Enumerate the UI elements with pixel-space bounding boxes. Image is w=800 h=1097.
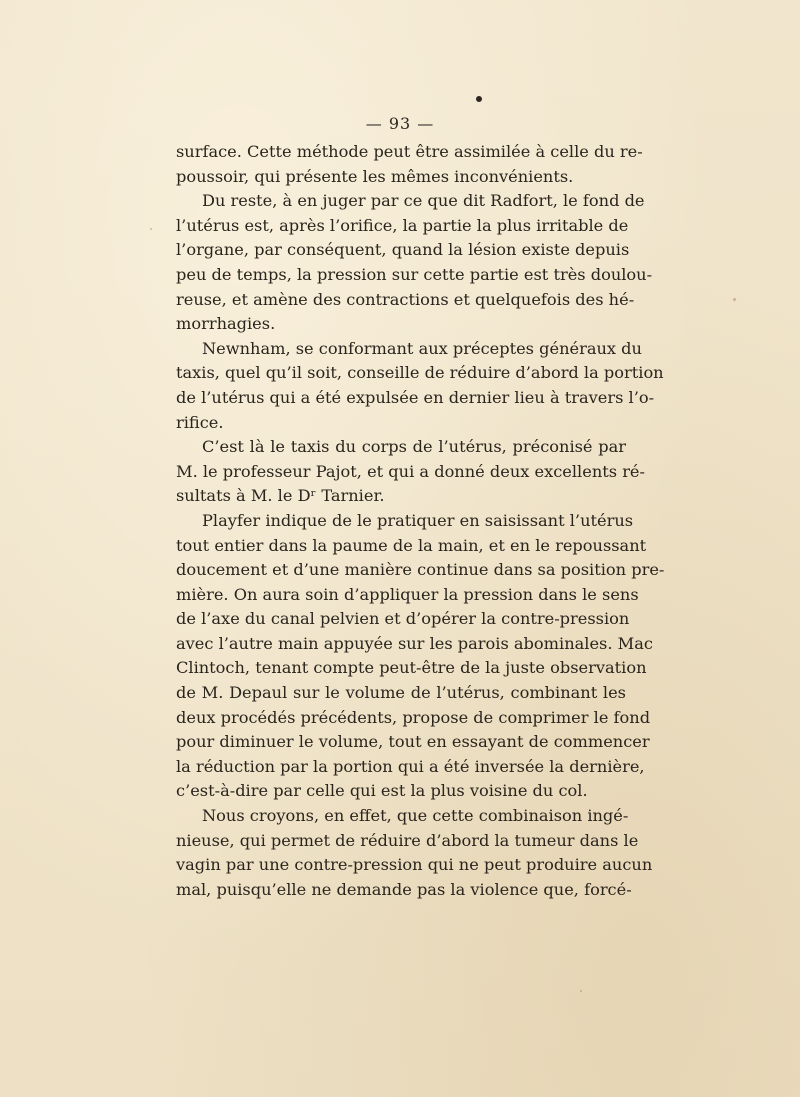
text-line: Clintoch, tenant compte peut-être de la juste observation xyxy=(176,658,647,678)
text-line: deux procédés précédents, propose de comprimer le fond xyxy=(176,707,651,727)
text-line: C’est là le taxis du corps de l’utérus, préconisé par xyxy=(202,437,626,457)
ink-dot xyxy=(476,96,482,102)
text-line: avec l’autre main appuyée sur les parois abominales. Mac xyxy=(176,633,653,653)
text-line: la réduction par la portion qui a été inversée la dernière, xyxy=(176,756,645,776)
text-line: surface. Cette méthode peut être assimilée à celle du re- xyxy=(176,142,643,161)
text-line: rifice. xyxy=(176,412,224,432)
text-line: mal, puisqu’elle ne demande pas la violence que, forcé- xyxy=(176,879,632,899)
text-line: nieuse, qui permet de réduire d’abord la tumeur dans le xyxy=(176,830,639,850)
page-number: — 93 — xyxy=(365,114,435,133)
text-line: pour diminuer le volume, tout en essayant de commencer xyxy=(176,732,650,752)
text-line: de l’axe du canal pelvien et d’opérer la contre-pression xyxy=(176,609,630,629)
text-line: de l’utérus qui a été expulsée en dernier lieu à travers l’o- xyxy=(176,387,655,407)
paper-speck xyxy=(733,298,736,301)
paper-speck xyxy=(580,990,582,992)
text-line: M. le professeur Pajot, et qui a donné deux excellents ré- xyxy=(176,461,645,481)
text-line: morrhagies. xyxy=(176,314,276,334)
text-line: peu de temps, la pression sur cette partie est très doulou- xyxy=(176,264,653,284)
text-line: vagin par une contre-pression qui ne peut produire aucun xyxy=(176,855,653,875)
text-line: Newnham, se conformant aux préceptes généraux du xyxy=(202,338,642,358)
text-line: l’utérus est, après l’orifice, la partie la plus irritable de xyxy=(176,215,629,235)
text-line: reuse, et amène des contractions et quelquefois des hé- xyxy=(176,289,635,309)
text-line: Playfer indique de le pratiquer en saisissant l’utérus xyxy=(202,510,634,530)
paper-speck xyxy=(150,228,152,230)
text-line: taxis, quel qu’il soit, conseille de réduire d’abord la portion xyxy=(176,363,664,383)
text-line: Du reste, à en juger par ce que dit Radfort, le fond de xyxy=(202,191,645,211)
text-line: doucement et d’une manière continue dans sa position pre- xyxy=(176,560,665,580)
text-line: de M. Depaul sur le volume de l’utérus, combinant les xyxy=(176,683,626,703)
text-line: c’est-à-dire par celle qui est la plus voisine du col. xyxy=(176,781,588,801)
text-line: tout entier dans la paume de la main, et en le repoussant xyxy=(176,535,647,555)
text-line: sultats à M. le Dʳ Tarnier. xyxy=(176,486,385,506)
text-line: l’organe, par conséquent, quand la lésion existe depuis xyxy=(176,240,630,260)
body-text xyxy=(176,140,665,902)
text-line: mière. On aura soin d’appliquer la pression dans le sens xyxy=(176,584,639,604)
text-line: Nous croyons, en effet, que cette combinaison ingé- xyxy=(202,806,629,826)
text-line: poussoir, qui présente les mêmes inconvénients. xyxy=(176,166,574,186)
